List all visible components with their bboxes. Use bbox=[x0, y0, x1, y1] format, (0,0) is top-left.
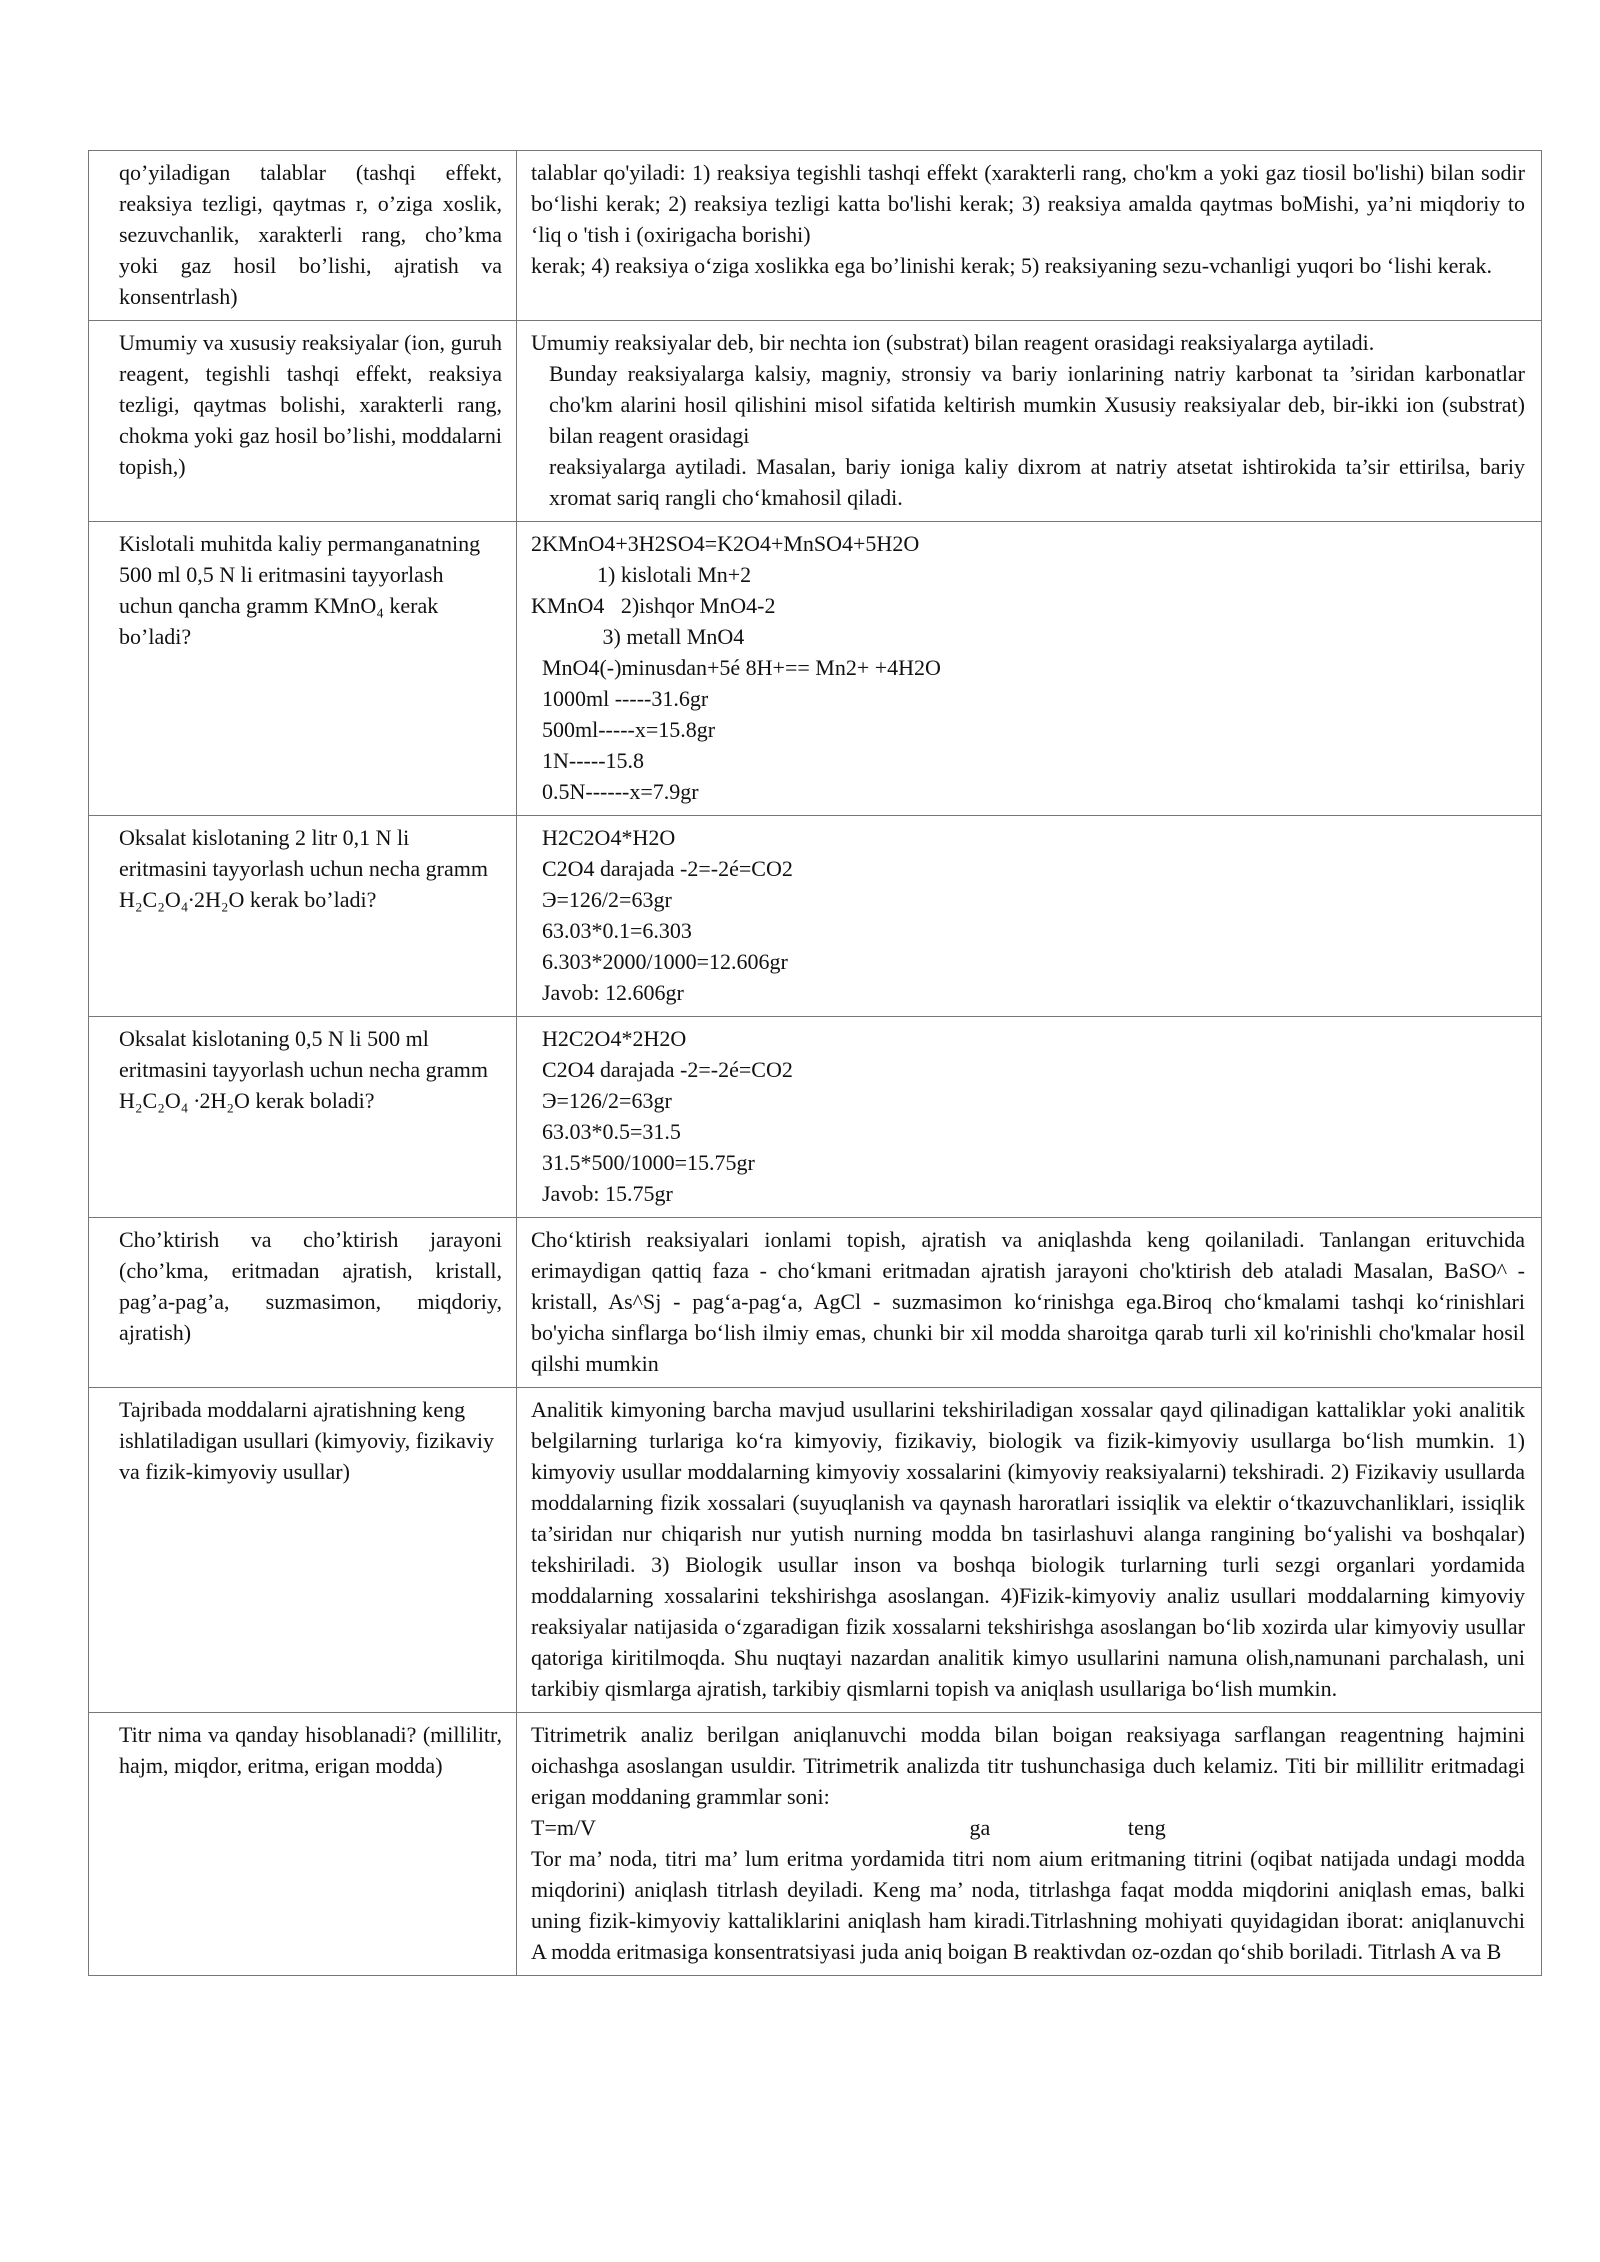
formula-line: 2KMnO4+3H2SO4=K2O4+MnSO4+5H2O bbox=[531, 531, 920, 556]
table-row bbox=[89, 1218, 1542, 1388]
answer-cell bbox=[517, 1713, 1542, 1976]
answer-paragraph: Umumiy reaksiyalar deb, bir nechta ion (substrat) bilan reagent orasidagi reaksiyalarga aytiladi. bbox=[531, 330, 1375, 355]
answer-cell bbox=[517, 816, 1542, 1017]
answer-paragraph: Analitik kimyoning barcha mavjud usullarini tekshiriladigan xossalar qayd qilinadigan kattaliklar yoki analitik belgilarning turlariga ko‘ra kimyoviy, fizikaviy, biologik va fizik-kimyoviy usullarga bo‘lish mumkin. 1) kimyoviy usullar moddalarning kimyoviy xossalarini (kimyoviy reaksiyalarni) tekshiradi. 2) Fizikaviy usullarda moddalarning fizik xossalari (suyuqlanish va qaynash haroratlari issiqlik va elektir o‘tkazuvchanliklari, issiqlik ta’siridan nur chiqarish nur yutish nurning modda bn tasirlashuvi alanga rangining bo‘yalishi va boshqalar) tekshiriladi. 3) Biologik usullar inson va boshqa biologik turlarning turli sezgi organlari yordamida moddalarning xossalarini tekshirishga asoslangan. 4)Fizik-kimyoviy analiz usullari moddalarning kimyoviy reaksiyalar natijasida o‘zgaradigan fizik xossalarni tekshirishga asoslangan bo‘lib xozirda ular kimyoviy usullar qatoriga kiritilmoqda. Shu nuqtayi nazardan analitik kimyo usullarini namuna olish,namunani parchalash, uni tarkibiy qismlarga ajratish, tarkibiy qismlarni topish va aniqlash usullariga bo‘lish mumkin. bbox=[531, 1397, 1525, 1701]
formula-line: 63.03*0.5=31.5 bbox=[531, 1119, 681, 1144]
formula-line: 63.03*0.1=6.303 bbox=[531, 918, 692, 943]
question-cell: Kislotali muhitda kaliy permanganatning 500 ml 0,5 N li eritmasini tayyorlash uchun qancha gramm KMnO₄ kerak bo’ladi? bbox=[89, 522, 517, 816]
question-cell: Oksalat kislotaning 0,5 N li 500 ml eritmasini tayyorlash uchun necha gramm H₂C₂O₄ ∙2H₂O kerak boladi? bbox=[89, 1017, 517, 1218]
formula-line: MnO4(-)minusdan+5é 8H+== Mn2+ +4H2O bbox=[531, 655, 941, 680]
answer-paragraph: Titrimetrik analiz berilgan aniqlanuvchi modda bilan boigan reaksiyaga sarflangan reagentning hajmini oichashga asoslangan usuldir. Titrimetrik analizda titr tushunchasiga duch kelamiz. Titi bir millilitr eritmadagi erigan moddaning grammlar soni: bbox=[531, 1722, 1525, 1809]
question-cell: Tajribada moddalarni ajratishning keng ishlatiladigan usullari (kimyoviy, fizikaviy va fizik-kimyoviy usullar) bbox=[89, 1388, 517, 1713]
answer-paragraph: Tor ma’ noda, titri ma’ lum eritma yordamida titri nom aium eritmaning titrini (oqibat natijada undagi modda miqdorini) aniqlash titrlash deyiladi. Keng ma’ noda, titrlashga faqat modda miqdorini aniqlash emas, balki uning fizik-kimyoviy kattaliklarini aniqlash ham kiradi.Titrlashning mohiyati quyidagidan iborat: aniqlanuvchi A modda eritmasiga konsentratsiyasi juda aniq boigan B reaktivdan oz-ozdan qo‘shib boriladi. Titrlash A va B bbox=[531, 1846, 1525, 1964]
answer-cell bbox=[517, 522, 1542, 816]
formula-line: T=m/V ga teng bbox=[531, 1815, 1166, 1840]
question-cell: qo’yiladigan talablar (tashqi effekt, reaksiya tezligi, qaytmas r, o’ziga xoslik, sezuvchanlik, xarakterli rang, cho’kma yoki gaz hosil bo’lishi, ajratish va konsentrlash) bbox=[89, 151, 517, 321]
formula-line: Э=126/2=63gr bbox=[531, 1088, 672, 1113]
table-row bbox=[89, 1388, 1542, 1713]
formula-line: Javob: 15.75gr bbox=[531, 1181, 673, 1206]
question-cell: Oksalat kislotaning 2 litr 0,1 N li eritmasini tayyorlash uchun necha gramm H₂C₂O₄∙2H₂O kerak bo’ladi? bbox=[89, 816, 517, 1017]
answer-cell bbox=[517, 1218, 1542, 1388]
answer-cell bbox=[517, 1388, 1542, 1713]
table-row bbox=[89, 816, 1542, 1017]
table-row bbox=[89, 321, 1542, 522]
table-row bbox=[89, 151, 1542, 321]
table-row bbox=[89, 522, 1542, 816]
answer-cell bbox=[517, 1017, 1542, 1218]
formula-line: 1) kislotali Mn+2 bbox=[531, 562, 752, 587]
qa-table bbox=[88, 150, 1542, 1976]
formula-line: Э=126/2=63gr bbox=[531, 887, 672, 912]
formula-line: 6.303*2000/1000=12.606gr bbox=[531, 949, 788, 974]
formula-line: Javob: 12.606gr bbox=[531, 980, 684, 1005]
formula-line: 0.5N------x=7.9gr bbox=[531, 779, 699, 804]
answer-paragraph: reaksiyalarga aytiladi. Masalan, bariy ioniga kaliy dixrom at natriy atsetat ishtirokida ta’sir ettirilsa, bariy xromat sariq rangli cho‘kmahosil qiladi. bbox=[549, 454, 1525, 510]
question-cell: Umumiy va xususiy reaksiyalar (ion, guruh reagent, tegishli tashqi effekt, reaksiya tezligi, qaytmas bolishi, xarakterli rang, chokma yoki gaz hosil bo’lishi, moddalarni topish,) bbox=[89, 321, 517, 522]
answer-paragraph: kerak; 4) reaksiya o‘ziga xoslikka ega bo’linishi kerak; 5) reaksiyaning sezu-vchanligi yuqori bo ‘lishi kerak. bbox=[531, 253, 1492, 278]
question-cell: Titr nima va qanday hisoblanadi? (millilitr, hajm, miqdor, eritma, erigan modda) bbox=[89, 1713, 517, 1976]
answer-cell bbox=[517, 151, 1542, 321]
formula-line: 1000ml -----31.6gr bbox=[531, 686, 709, 711]
formula-line: 3) metall MnO4 bbox=[531, 624, 745, 649]
question-cell: Cho’ktirish va cho’ktirish jarayoni (cho’kma, eritmadan ajratish, kristall, pag’a-pag’a, suzmasimon, miqdoriy, ajratish) bbox=[89, 1218, 517, 1388]
formula-line: H2C2O4*H2O bbox=[531, 825, 676, 850]
answer-paragraph: talablar qo'yiladi: 1) reaksiya tegishli tashqi effekt (xarakterli rang, cho'km a yoki gaz tiosil bo'lishi) bilan sodir bo‘lishi kerak; 2) reaksiya tezligi katta bo'lishi kerak; 3) reaksiya amalda qaytmas boMishi, ya’ni miqdoriy to ‘liq o 'tish i (oxirigacha borishi) bbox=[531, 160, 1525, 247]
answer-paragraph: Bunday reaksiyalarga kalsiy, magniy, stronsiy va bariy ionlarining natriy karbonat ta ’siridan karbonatlar cho'km alarini hosil qilishini misol sifatida keltirish mumkin Xususiy reaksiyalar deb, bir-ikki ion (substrat) bilan reagent orasidagi bbox=[549, 361, 1525, 448]
formula-line: 31.5*500/1000=15.75gr bbox=[531, 1150, 755, 1175]
answer-paragraph: Cho‘ktirish reaksiyalari ionlami topish, ajratish va aniqlashda keng qoilaniladi. Tanlangan erituvchida erimaydigan qattiq faza - cho‘kmani eritmadan ajratish jarayoni cho'ktirish deb ataladi Masalan, BaSO^ - kristall, As^Sj - pag‘a-pag‘a, AgCl - suzmasimon ko‘rinishga ega.Biroq cho‘kmalami tashqi ko‘rinishlari bo'yicha sinflarga bo‘lish ilmiy emas, chunki bir xil modda sharoitga qarab turli xil ko'rinishli cho'kmalar hosil qilshi mumkin bbox=[531, 1227, 1525, 1376]
formula-line: C2O4 darajada -2=-2é=CO2 bbox=[531, 856, 793, 881]
answer-cell bbox=[517, 321, 1542, 522]
formula-line: KMnO4 2)ishqor MnO4-2 bbox=[531, 593, 776, 618]
table-row bbox=[89, 1017, 1542, 1218]
formula-line: 1N-----15.8 bbox=[531, 748, 645, 773]
formula-line: H2C2O4*2H2O bbox=[531, 1026, 687, 1051]
formula-line: 500ml-----x=15.8gr bbox=[531, 717, 716, 742]
table-row bbox=[89, 1713, 1542, 1976]
formula-line: C2O4 darajada -2=-2é=CO2 bbox=[531, 1057, 793, 1082]
